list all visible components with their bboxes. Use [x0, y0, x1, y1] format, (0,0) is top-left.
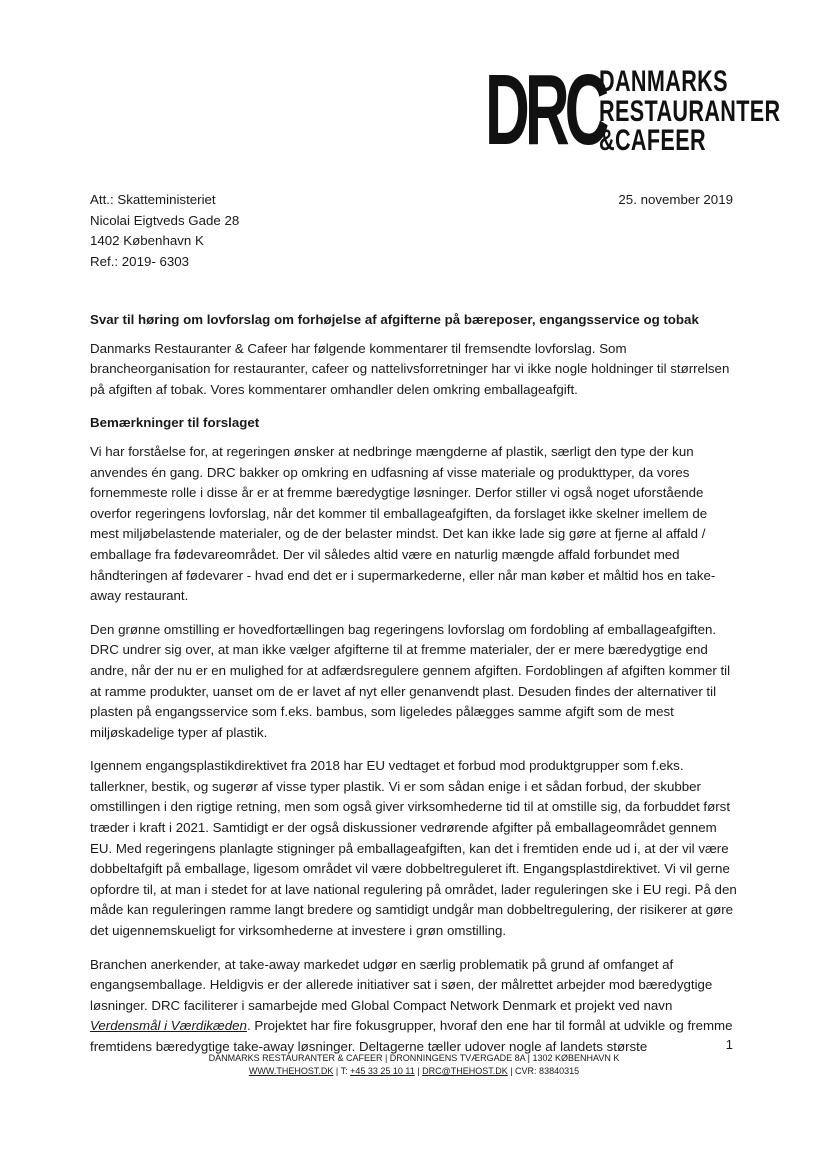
drc-logo: [485, 54, 828, 166]
letter-body: [90, 310, 738, 1071]
footer-separator-phone: | T:: [333, 1066, 351, 1076]
paragraph-4-text-b: . Projektet har fire fokusgrupper, hvoraf den ene har til formål at udvikle og fremme fremtidens bæredygtige take-away løsninger. Deltagerne tæller udover nogle af landets største: [90, 1018, 733, 1054]
paragraph-3: Igennem engangsplastikdirektivet fra 2018 har EU vedtaget et forbud mod produktgrupper som f.eks. tallerkner, bestik, og sugerør af visse typer plastik. Vi er som sådan enige i et sådan forbud, der skubber omstillingen i den rigtige retning, men som også giver virksomhederne tid til at omstille sig, da forbuddet først træder i kraft i 2021. Samtidigt er der også diskussioner vedrørende afgifter på emballageområdet gennem EU. Med regeringens planlagte stigninger på emballageafgiften, kan det i fremtiden ende ud i, at der vil være dobbeltafgift på emballage, ligesom området vil være dobbeltreguleret ift. Engangsplastdirektivet. Vi vil gerne opfordre til, at man i stedet for at lave national regulering på området, lader reguleringen ske i EU regi. På den måde kan reguleringen ramme langt bredere og samtidigt undgår man dobbeltregulering, der risikerer at gøre det uigennemskueligt for virksomhederne at investere i grøn omstilling.: [90, 758, 737, 939]
logo-mark: DRC: [485, 54, 605, 166]
paragraph-4: [90, 955, 738, 1058]
recipient-line-ref: Ref.: 2019- 6303: [90, 253, 190, 269]
paragraph-intro: Danmarks Restauranter & Cafeer har følgende kommentarer til fremsendte lovforslag. Som brancheorganisation for restauranter, cafeer og nattelivsforretninger har vi ikke nogle holdninger til størrelsen på afgiften af tobak. Vores kommentarer omhandler delen omkring emballageafgift.: [90, 340, 730, 397]
footer-separator-email: |: [414, 1066, 423, 1076]
logo-line-2: RESTAURANTER: [599, 94, 781, 128]
section-heading: Bemærkninger til forslaget: [90, 415, 260, 431]
logo-line-1: DANMARKS: [599, 65, 728, 98]
recipient-line-city: 1402 København K: [90, 233, 204, 248]
footer-cvr: | CVR: 83840315: [507, 1066, 580, 1076]
footer-contact: [0, 1065, 828, 1078]
page-number: 1: [725, 1037, 733, 1052]
recipient-line-att: Att.: Skatteministeriet: [90, 192, 216, 207]
logo-wordmark: [599, 64, 828, 156]
footer-website-link[interactable]: WWW.THEHOST.DK: [248, 1066, 334, 1076]
letter-subject: Svar til høring om lovforslag om forhøjelse af afgifterne på bæreposer, engangsservice og tobak: [90, 312, 699, 327]
paragraph-1: Vi har forståelse for, at regeringen ønsker at nedbringe mængderne af plastik, særligt den type der kun anvendes én gang. DRC bakker op omkring en udfasning af visse materiale og produkttyper, da vores fornemmeste rolle i disse år er at fremme bæredygtige løsninger. Derfor stiller vi også noget uforstående overfor regeringens lovforslag, når det kommer til emballageafgiften, da forslaget ikke skelner imellem de mest miljøbelastende materialer, og de der belaster mindst. Det kan ikke lade sig gøre at fjerne al affald / emballage fra fødevareområdet. Der vil således altid være en naturlig mængde affald forbundet med håndteringen af fødevarer - hvad end det er i supermarkederne, eller når man køber et måltid hos en take-away restaurant.: [90, 443, 716, 604]
letter-footer: [0, 1052, 828, 1078]
recipient-address: [90, 190, 239, 272]
footer-address: DANMARKS RESTAURANTER & CAFEER | DRONNINGENS TVÆRGADE 8A | 1302 KØBENHAVN K: [208, 1053, 620, 1063]
letter-date: 25. november 2019: [618, 192, 733, 207]
logo-line-3: &CAFEER: [599, 124, 706, 157]
recipient-line-street: Nicolai Eigtveds Gade 28: [90, 212, 240, 228]
paragraph-2: Den grønne omstilling er hovedfortællingen bag regeringens lovforslag om fordobling af emballageafgiften. DRC undrer sig over, at man ikke vælger afgifterne til at fremme materialer, der er mere bæredygtige end andre, når der nu er en mulighed for at adfærdsregulere gennem afgiften. Fordoblingen af afgiften kommer til at ramme produkter, uanset om de er lavet af nyt eller genanvendt plast. Desuden findes der alternativer til plasten på engangsservice som f.eks. bambus, som ligeledes pålægges samme afgift som de mest miljøskadelige typer af plastik.: [90, 621, 731, 740]
project-link[interactable]: Verdensmål i Værdikæden: [90, 1018, 247, 1034]
paragraph-4-text-a: Branchen anerkender, at take-away markedet udgør en særlig problematik på grund af omfanget af engangsemballage. Heldigvis er der allerede initiativer sat i søen, der målrettet arbejder mod bæredygtige løsninger. DRC faciliterer i samarbejde med Global Compact Network Denmark et projekt ved navn: [90, 956, 713, 1013]
footer-phone-link[interactable]: +45 33 25 10 11: [350, 1066, 415, 1076]
footer-email-link[interactable]: DRC@THEHOST.DK: [422, 1066, 508, 1076]
